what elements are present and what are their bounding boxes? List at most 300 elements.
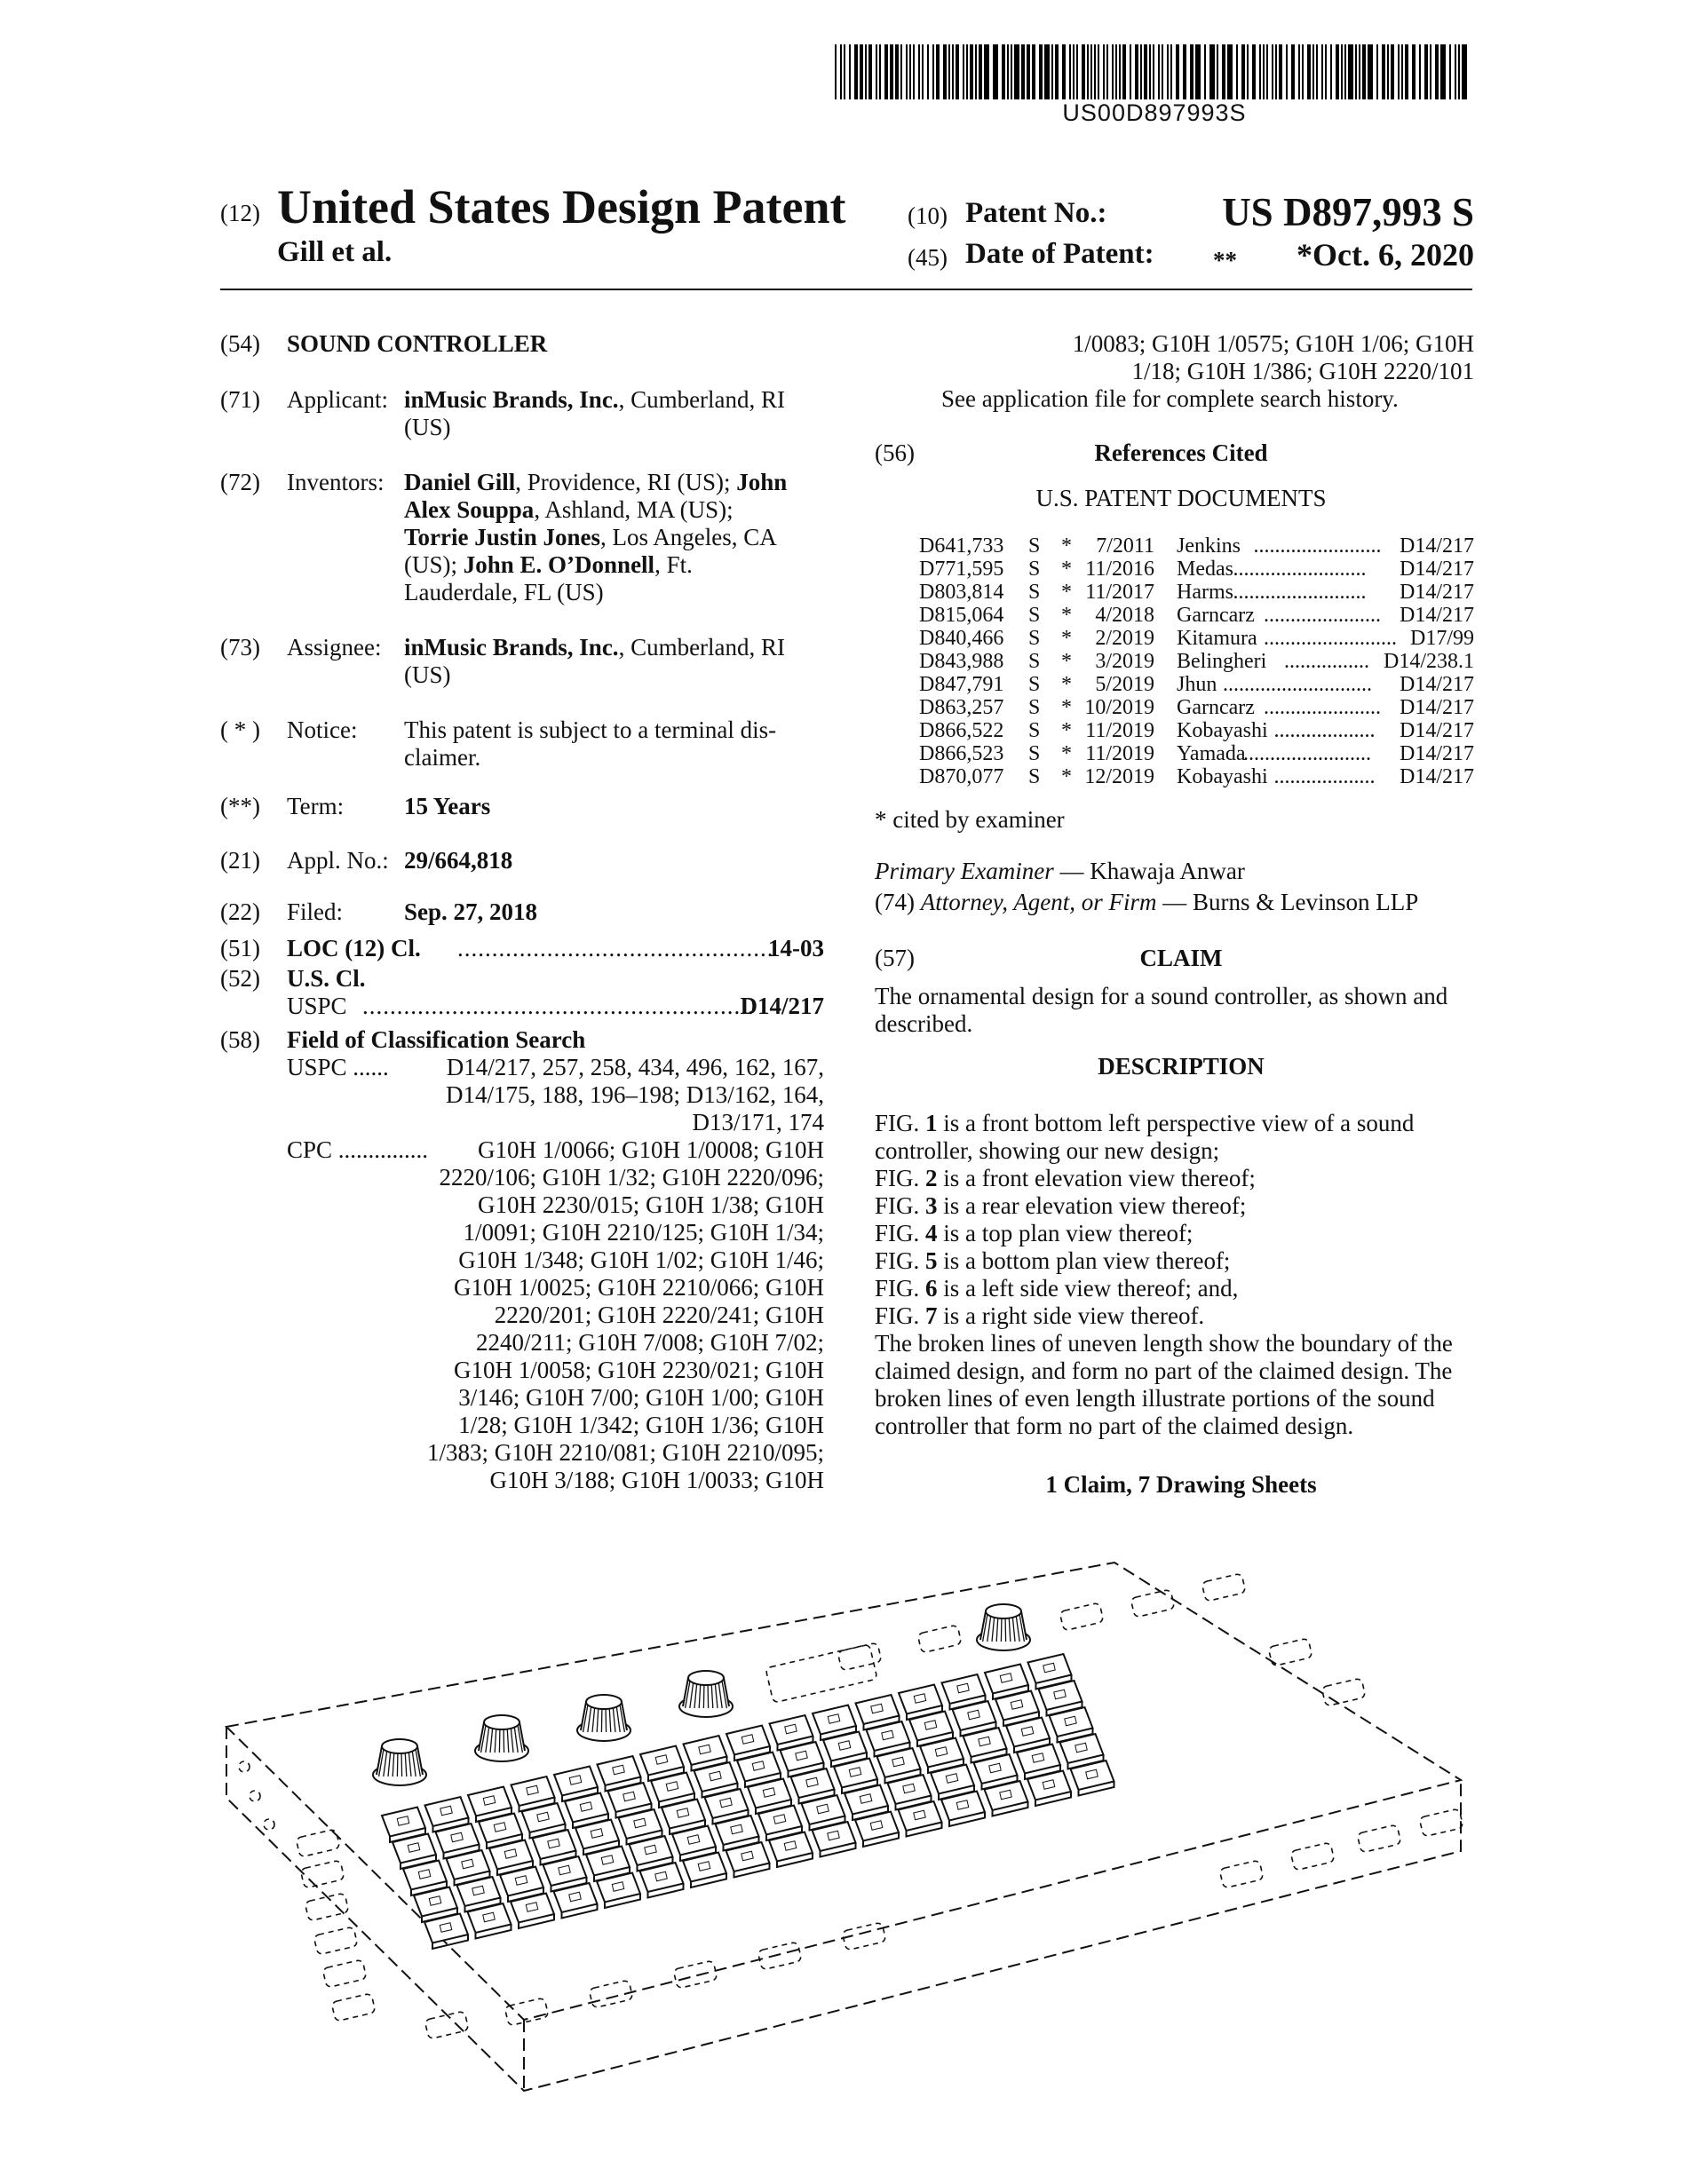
pad bbox=[813, 1705, 856, 1735]
barcode-bar bbox=[1344, 44, 1346, 99]
barcode-bar bbox=[932, 44, 934, 99]
ref-number: D771,595 bbox=[919, 558, 1004, 581]
loc-value: 14-03 bbox=[768, 935, 824, 961]
barcode-bar bbox=[900, 44, 902, 99]
barcode-bar bbox=[860, 44, 863, 99]
ref-date: 11/2019 bbox=[1085, 742, 1154, 765]
fig-description: is a rear elevation view thereof; bbox=[937, 1192, 1247, 1219]
barcode-bar bbox=[1321, 44, 1323, 99]
pad bbox=[683, 1853, 726, 1882]
pad bbox=[931, 1765, 974, 1794]
ref-dots: ........................ bbox=[1243, 742, 1371, 765]
description-list bbox=[875, 1110, 1414, 1330]
ref-name: Kobayashi bbox=[1177, 719, 1268, 742]
code-54: (54) bbox=[220, 330, 260, 357]
inventor-location: (US); bbox=[404, 551, 464, 578]
barcode-bar bbox=[1130, 44, 1131, 99]
ref-number: D815,064 bbox=[919, 604, 1004, 627]
ref-class: D14/217 bbox=[1396, 604, 1474, 627]
inventors-line-2 bbox=[404, 496, 734, 524]
barcode-bar bbox=[1391, 44, 1394, 99]
barcode-bar bbox=[1272, 44, 1273, 99]
barcode-bar bbox=[1325, 44, 1327, 99]
barcode-bar bbox=[1144, 44, 1147, 99]
display-window bbox=[765, 1644, 877, 1703]
pad bbox=[382, 1808, 425, 1837]
pad bbox=[533, 1830, 576, 1859]
ref-kind: S bbox=[1028, 581, 1041, 604]
barcode-bar bbox=[835, 44, 837, 99]
inventor-location: , Ft. bbox=[654, 551, 693, 578]
ref-number: D847,791 bbox=[919, 673, 1004, 696]
code-21: (21) bbox=[220, 847, 260, 874]
barcode-bar bbox=[1044, 44, 1050, 99]
fig-description: controller, showing our new design; bbox=[875, 1137, 1220, 1164]
sound-controller-drawing bbox=[218, 1558, 1479, 2175]
barcode-bar bbox=[922, 44, 924, 99]
inventor-location: , Los Angeles, CA bbox=[600, 524, 777, 550]
barcode-bar bbox=[1051, 44, 1053, 99]
barcode-bar bbox=[1316, 44, 1318, 99]
ref-star: * bbox=[1061, 534, 1072, 558]
pad bbox=[769, 1832, 813, 1862]
pad bbox=[995, 1691, 1039, 1721]
barcode-bar bbox=[1076, 44, 1078, 99]
pad bbox=[1006, 1718, 1050, 1747]
cited-by-examiner: * cited by examiner bbox=[875, 806, 1065, 833]
barcode-bar bbox=[844, 44, 845, 99]
barcode-bar bbox=[943, 44, 947, 99]
loc-label: LOC (12) Cl. bbox=[287, 935, 421, 961]
description-line bbox=[875, 1302, 1414, 1330]
barcode-bar bbox=[1103, 44, 1105, 99]
small-button bbox=[673, 1960, 718, 1989]
fig-prefix: FIG. bbox=[875, 1192, 926, 1219]
barcode-bar bbox=[1014, 44, 1019, 99]
pad bbox=[1039, 1681, 1082, 1710]
indicator-dot bbox=[250, 1791, 260, 1801]
pad bbox=[522, 1803, 566, 1832]
ref-date: 11/2016 bbox=[1085, 558, 1154, 581]
fig-description: is a bottom plan view thereof; bbox=[937, 1247, 1231, 1274]
barcode-bar bbox=[1355, 44, 1357, 99]
assignee-name: inMusic Brands, Inc. bbox=[404, 634, 619, 661]
barcode-bar bbox=[1021, 44, 1025, 99]
appl-no-value: 29/664,818 bbox=[404, 847, 513, 874]
small-button bbox=[300, 1860, 345, 1888]
code-term: (**) bbox=[220, 793, 260, 819]
ref-name: Belingheri bbox=[1177, 650, 1267, 673]
ref-number: D866,522 bbox=[919, 719, 1004, 742]
barcode-bar bbox=[884, 44, 888, 99]
patent-no-label: Patent No.: bbox=[965, 197, 1107, 229]
pad bbox=[425, 1797, 469, 1826]
small-button bbox=[1419, 1808, 1463, 1837]
knob-top bbox=[586, 1695, 622, 1709]
ref-kind: S bbox=[1028, 534, 1041, 558]
barcode-bar bbox=[1382, 44, 1385, 99]
indicator-dot bbox=[264, 1819, 274, 1830]
code-52: (52) bbox=[220, 965, 260, 992]
barcode-bar bbox=[1298, 44, 1300, 99]
ref-kind: S bbox=[1028, 696, 1041, 719]
filed-value: Sep. 27, 2018 bbox=[404, 898, 538, 925]
pad bbox=[575, 1820, 619, 1849]
barcode-bar bbox=[1440, 44, 1446, 99]
barcode-bar bbox=[1430, 44, 1431, 99]
search-history-note: See application file for complete search history. bbox=[941, 385, 1399, 412]
pad bbox=[512, 1776, 555, 1806]
ref-star: * bbox=[1061, 742, 1072, 765]
description-line bbox=[875, 1137, 1414, 1165]
ref-class: D14/217 bbox=[1396, 696, 1474, 719]
pad bbox=[640, 1746, 684, 1776]
barcode-bar bbox=[1094, 44, 1096, 99]
barcode-bar bbox=[948, 44, 950, 99]
barcode-bar bbox=[1122, 44, 1126, 99]
inventor-location: , Ashland, MA (US); bbox=[534, 496, 734, 523]
inventor-name: Alex Souppa bbox=[404, 496, 535, 523]
pad bbox=[447, 1850, 490, 1879]
pad bbox=[974, 1754, 1018, 1784]
code-57: (57) bbox=[875, 945, 915, 971]
ref-kind: S bbox=[1028, 604, 1041, 627]
barcode-bar bbox=[1140, 44, 1142, 99]
ref-star: * bbox=[1061, 696, 1072, 719]
claim-text-2: described. bbox=[875, 1010, 973, 1037]
pad bbox=[565, 1793, 608, 1823]
barcode-bar bbox=[1217, 44, 1218, 99]
ref-number: D840,466 bbox=[919, 627, 1004, 650]
barcode-bar bbox=[1069, 44, 1071, 99]
ref-name: Kobayashi bbox=[1177, 765, 1268, 788]
fig-prefix: FIG. bbox=[875, 1220, 926, 1246]
barcode-bar bbox=[1405, 44, 1408, 99]
pad bbox=[651, 1773, 694, 1802]
ref-dots: ............................ bbox=[1223, 673, 1372, 696]
pad bbox=[920, 1738, 964, 1768]
barcode-bar bbox=[1106, 44, 1108, 99]
pad bbox=[791, 1769, 835, 1798]
pad bbox=[598, 1756, 641, 1785]
description-line bbox=[875, 1165, 1414, 1192]
ref-star: * bbox=[1061, 765, 1072, 788]
pad bbox=[457, 1877, 501, 1906]
ref-star: * bbox=[1061, 604, 1072, 627]
barcode-bar bbox=[909, 44, 911, 99]
ref-kind: S bbox=[1028, 719, 1041, 742]
pad bbox=[436, 1824, 480, 1853]
ref-kind: S bbox=[1028, 765, 1041, 788]
examiner-label: Primary Examiner bbox=[875, 858, 1054, 884]
pad bbox=[845, 1785, 888, 1815]
ref-dots: ...................... bbox=[1264, 604, 1381, 627]
barcode-bar bbox=[1286, 44, 1288, 99]
us-cl-label: U.S. Cl. bbox=[287, 965, 366, 992]
pad bbox=[877, 1748, 921, 1777]
cpc-line: G10H 1/0066; G10H 1/0008; G10H bbox=[478, 1136, 824, 1163]
pad bbox=[1050, 1707, 1093, 1737]
broken-lines-line: broken lines of even length illustrate portions of the sound bbox=[875, 1385, 1435, 1412]
broken-lines-line: controller that form no part of the claimed design. bbox=[875, 1412, 1354, 1439]
pad bbox=[1071, 1761, 1114, 1790]
pad bbox=[630, 1836, 673, 1865]
ref-dots: ................ bbox=[1284, 650, 1369, 673]
uspc-value: D14/217 bbox=[740, 993, 824, 1019]
broken-lines-line: The broken lines of uneven length show the boundary of the bbox=[875, 1330, 1453, 1357]
term-value: 15 Years bbox=[404, 793, 491, 819]
barcode-bar bbox=[1241, 44, 1245, 99]
barcode-bar bbox=[1115, 44, 1117, 99]
barcode-bar bbox=[1387, 44, 1389, 99]
inventors-line-1 bbox=[404, 469, 787, 496]
inventors-line-3 bbox=[404, 524, 777, 551]
barcode-bar bbox=[1167, 44, 1169, 99]
barcode-bar bbox=[1275, 44, 1277, 99]
pad bbox=[888, 1775, 932, 1804]
patent-number: US D897,993 S bbox=[1222, 190, 1474, 234]
barcode-bar bbox=[1376, 44, 1378, 99]
small-button bbox=[1290, 1842, 1335, 1871]
barcode-bar bbox=[1149, 44, 1151, 99]
pad bbox=[468, 1903, 512, 1933]
ref-date: 11/2017 bbox=[1085, 581, 1154, 604]
applicant-location-2: (US) bbox=[404, 414, 451, 440]
uspc-label: USPC bbox=[287, 993, 347, 1019]
barcode-bar bbox=[1112, 44, 1114, 99]
references-cited-title: References Cited bbox=[1094, 439, 1268, 466]
notice-text-2: claimer. bbox=[404, 744, 481, 771]
ref-date: 3/2019 bbox=[1095, 650, 1154, 673]
ref-kind: S bbox=[1028, 558, 1041, 581]
code-12: (12) bbox=[220, 200, 260, 226]
ref-date: 4/2018 bbox=[1095, 604, 1154, 627]
code-72: (72) bbox=[220, 469, 260, 495]
document-number: US00D897993S bbox=[1062, 99, 1247, 126]
fig-number: 7 bbox=[925, 1302, 938, 1329]
pad bbox=[726, 1726, 770, 1755]
barcode-bar bbox=[1090, 44, 1092, 99]
barcode-bar bbox=[1236, 44, 1238, 99]
fig-description: is a top plan view thereof; bbox=[937, 1220, 1194, 1246]
pad bbox=[672, 1826, 716, 1856]
pad bbox=[468, 1787, 512, 1816]
field-search-label: Field of Classification Search bbox=[287, 1026, 586, 1053]
small-button bbox=[1130, 1589, 1175, 1618]
barcode-bar bbox=[1462, 44, 1467, 99]
ref-star: * bbox=[1061, 558, 1072, 581]
barcode-bar bbox=[840, 44, 842, 99]
claim-title: CLAIM bbox=[1139, 945, 1223, 971]
barcode-bar bbox=[913, 44, 915, 99]
appl-no-label: Appl. No.: bbox=[287, 847, 389, 874]
ref-kind: S bbox=[1028, 742, 1041, 765]
inventor-name: Torrie Justin Jones bbox=[404, 524, 601, 550]
code-22: (22) bbox=[220, 898, 260, 925]
ref-number: D641,733 bbox=[919, 534, 1004, 558]
barcode-bar bbox=[1336, 44, 1339, 99]
ref-class: D14/217 bbox=[1396, 719, 1474, 742]
pad bbox=[554, 1883, 598, 1912]
barcode-bar bbox=[979, 44, 982, 99]
small-button bbox=[1059, 1602, 1104, 1631]
fig-prefix: FIG. bbox=[875, 1275, 926, 1302]
pad bbox=[953, 1701, 996, 1730]
ref-dots: ......................... bbox=[1264, 627, 1397, 650]
cpc-continued-1: 1/0083; G10H 1/0575; G10H 1/06; G10H bbox=[1072, 330, 1474, 357]
pad bbox=[393, 1834, 436, 1864]
pad bbox=[716, 1816, 759, 1845]
ref-date: 12/2019 bbox=[1084, 765, 1154, 788]
ref-kind: S bbox=[1028, 627, 1041, 650]
cpc-continued-2: 1/18; G10H 1/386; G10H 2220/101 bbox=[1131, 358, 1474, 384]
barcode-bar bbox=[984, 44, 989, 99]
patent-authors: Gill et al. bbox=[277, 236, 393, 268]
pad bbox=[909, 1712, 953, 1741]
pad bbox=[608, 1783, 652, 1812]
ref-number: D870,077 bbox=[919, 765, 1004, 788]
barcode-bar bbox=[1119, 44, 1121, 99]
date-stars: ** bbox=[1213, 247, 1237, 273]
barcode-bar bbox=[1170, 44, 1172, 99]
pad bbox=[813, 1822, 856, 1851]
notice-text-1: This patent is subject to a terminal dis- bbox=[404, 716, 777, 743]
field-uspc-line-2: D14/175, 188, 196–198; D13/162, 164, bbox=[445, 1081, 824, 1108]
cpc-line: 3/146; G10H 7/00; G10H 1/00; G10H bbox=[458, 1384, 824, 1411]
small-button bbox=[313, 1927, 358, 1955]
assignee-location: , Cumberland, RI bbox=[618, 634, 786, 661]
barcode-bar bbox=[1135, 44, 1138, 99]
small-button bbox=[757, 1942, 802, 1970]
small-button bbox=[322, 1959, 367, 1988]
barcode-bar bbox=[1424, 44, 1428, 99]
ref-class: D14/217 bbox=[1396, 765, 1474, 788]
knob-top bbox=[688, 1671, 724, 1685]
cpc-line: G10H 1/0058; G10H 2230/021; G10H bbox=[454, 1357, 824, 1383]
pad bbox=[867, 1721, 910, 1751]
pad bbox=[554, 1767, 598, 1796]
pad bbox=[403, 1861, 447, 1890]
inventors-line-5: Lauderdale, FL (US) bbox=[404, 579, 604, 605]
small-button bbox=[1268, 1638, 1312, 1666]
applicant-line bbox=[404, 386, 785, 414]
patent-type-title: United States Design Patent bbox=[277, 180, 846, 233]
small-button bbox=[1201, 1573, 1246, 1602]
small-button bbox=[504, 1998, 549, 2026]
ref-name: Kitamura bbox=[1177, 627, 1257, 650]
body-top-outline bbox=[226, 1563, 1461, 2020]
ref-dots: ......................... bbox=[1233, 581, 1367, 604]
pad bbox=[511, 1894, 554, 1923]
pad bbox=[424, 1914, 468, 1943]
barcode-bar bbox=[1312, 44, 1314, 99]
pad bbox=[964, 1728, 1007, 1757]
barcode-bar bbox=[1011, 44, 1012, 99]
barcode-bar bbox=[1348, 44, 1353, 99]
description-line bbox=[875, 1192, 1414, 1220]
fig-number: 2 bbox=[925, 1165, 938, 1191]
ref-class: D14/217 bbox=[1396, 673, 1474, 696]
barcode-bar bbox=[927, 44, 929, 99]
barcode-bar bbox=[963, 44, 964, 99]
barcode-bar bbox=[918, 44, 920, 99]
barcode-bar bbox=[1435, 44, 1439, 99]
ref-class: D14/217 bbox=[1396, 558, 1474, 581]
cpc-line: 1/0091; G10H 2210/125; G10H 1/34; bbox=[463, 1219, 824, 1246]
cpc-label: CPC ............... bbox=[287, 1136, 429, 1163]
pad bbox=[1060, 1734, 1104, 1763]
barcode-bar bbox=[1032, 44, 1035, 99]
ref-class: D14/217 bbox=[1396, 581, 1474, 604]
knob-top bbox=[382, 1739, 417, 1753]
primary-examiner-line bbox=[875, 858, 1245, 885]
code-73: (73) bbox=[220, 634, 260, 661]
code-51: (51) bbox=[220, 935, 260, 961]
barcode-bar bbox=[1002, 44, 1005, 99]
barcode-bar bbox=[1398, 44, 1400, 99]
small-button bbox=[1219, 1860, 1264, 1888]
fig-prefix: FIG. bbox=[875, 1247, 926, 1274]
pad bbox=[1028, 1654, 1072, 1683]
code-58: (58) bbox=[220, 1026, 260, 1053]
ref-name: Jhun bbox=[1177, 673, 1217, 696]
us-patent-documents-title: U.S. PATENT DOCUMENTS bbox=[1035, 485, 1327, 511]
ref-date: 11/2019 bbox=[1085, 719, 1154, 742]
ref-class: D17/99 bbox=[1407, 627, 1474, 650]
barcode-bar bbox=[1341, 44, 1343, 99]
broken-lines-line: claimed design, and form no part of the claimed design. The bbox=[875, 1357, 1453, 1384]
pad bbox=[855, 1812, 899, 1841]
fig-number: 5 bbox=[925, 1247, 938, 1274]
barcode-bar bbox=[966, 44, 968, 99]
barcode-bar bbox=[1176, 44, 1179, 99]
field-uspc-line-1: D14/217, 257, 258, 434, 496, 162, 167, bbox=[446, 1054, 824, 1080]
cpc-line: G10H 3/188; G10H 1/0033; G10H bbox=[489, 1467, 824, 1493]
pad bbox=[737, 1753, 781, 1782]
barcode-bar bbox=[868, 44, 872, 99]
barcode-bar bbox=[1190, 44, 1194, 99]
ref-date: 5/2019 bbox=[1095, 673, 1154, 696]
knob-top bbox=[986, 1604, 1021, 1618]
pad bbox=[781, 1742, 824, 1771]
inventors-label: Inventors: bbox=[287, 469, 385, 495]
barcode-bar bbox=[1307, 44, 1311, 99]
fig-number: 1 bbox=[925, 1110, 938, 1136]
filed-label: Filed: bbox=[287, 898, 344, 925]
barcode-bar bbox=[970, 44, 973, 99]
ref-name: Garncarz bbox=[1177, 604, 1255, 627]
barcode bbox=[835, 44, 1474, 99]
barcode-bar bbox=[1419, 44, 1421, 99]
pad bbox=[489, 1840, 533, 1870]
pad bbox=[748, 1779, 791, 1808]
barcode-bar bbox=[1279, 44, 1282, 99]
barcode-bar bbox=[1098, 44, 1099, 99]
barcode-bar bbox=[1039, 44, 1043, 99]
fig-number: 6 bbox=[925, 1275, 938, 1302]
fig-number: 3 bbox=[925, 1192, 938, 1219]
pad bbox=[479, 1814, 522, 1843]
ref-name: Yamada bbox=[1177, 742, 1246, 765]
cpc-line: G10H 1/0025; G10H 2210/066; G10H bbox=[454, 1274, 824, 1301]
ref-dots: ................... bbox=[1273, 765, 1376, 788]
cpc-line: G10H 2230/015; G10H 1/38; G10H bbox=[478, 1191, 824, 1218]
attorney-label: Attorney, Agent, or Firm bbox=[920, 889, 1157, 915]
cpc-list bbox=[391, 1136, 824, 1494]
pad bbox=[942, 1674, 986, 1704]
barcode-bar bbox=[1158, 44, 1160, 99]
barcode-bar bbox=[1087, 44, 1089, 99]
